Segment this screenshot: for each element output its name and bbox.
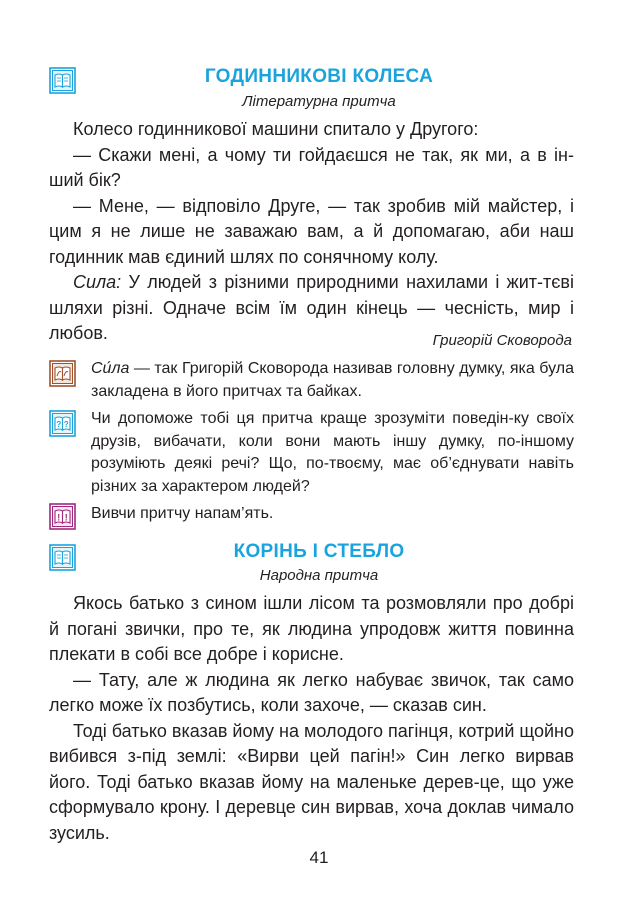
paragraph: — Скажи мені, а чому ти гойдаєшся не так, як ми, а в ін-ший бік? [49,144,574,190]
moral-text: У людей з різними природними нахилами і жит-тєві шляхи різні. Одначе всім їм один кінець — чесність, мир і любов. [49,272,574,343]
definition-note [91,358,574,403]
section1-subtitle: Літературна притча [242,93,396,110]
paragraph: Якось батько з сином ішли лісом та розмовляли про добрі й погані звички, про те, як людина упродовж життя повинна плекати в собі все добре і корисне. [49,593,574,664]
svg-text:?: ? [56,420,62,429]
question-note [91,408,574,498]
task-text: Вивчи притчу напам’ять. [91,505,274,522]
paragraph: — Тату, але ж людина як легко набуває звичок, так само легко може їх позбутись, коли захоче, — сказав син. [49,669,574,715]
paragraph: Тоді батько вказав йому на молодого пагінця, котрий щойно вибився з-під землі: «Вирви цей пагін!» Син легко вирвав його. Тоді батько вказав йому на маленьке дерев-це, що уже сформувало крону. І деревце син вирвав, хоча доклав чимало зусиль. [49,720,575,843]
author-attribution: Григорій Сковорода [432,332,572,349]
paragraph: Колесо годинникової машини спитало у Другого: [73,119,479,139]
question-icon [49,410,76,437]
svg-text:!: ! [64,512,68,523]
definition-term: Си́ла [91,360,130,377]
question-text: Чи допоможе тобі ця притча краще зрозуміти поведін-ку своїх друзів, вибачати, коли вони мають іншу думку, по-іншому розуміють деякі речі? Що, по-твоєму, має об’єднувати навіть різних за характером людей? [91,410,574,495]
paragraph: — Мене, — відповіло Друге, — так зробив мій майстер, і цим я не лише не заважаю вам, а й допомагаю, аби наш годинник мав єдиний шлях по сонячному колу. [49,195,574,267]
moral-label: Сила: [73,272,122,292]
section2-subtitle: Народна притча [259,567,379,584]
section2-body [49,591,574,846]
svg-text:?: ? [63,420,69,429]
page-number: 41 [309,848,329,867]
svg-text:!: ! [57,512,61,523]
section2-title: КОРІНЬ І СТЕБЛО [233,541,405,562]
task-note [91,503,574,526]
exclamation-icon [49,503,76,530]
definition-text: — так Григорій Сковорода називав головну думку, яка була закладена в його притчах та байках. [91,360,574,400]
definition-icon [49,360,76,387]
section1-title: ГОДИННИКОВІ КОЛЕСА [204,66,434,87]
section1-body [49,117,574,347]
